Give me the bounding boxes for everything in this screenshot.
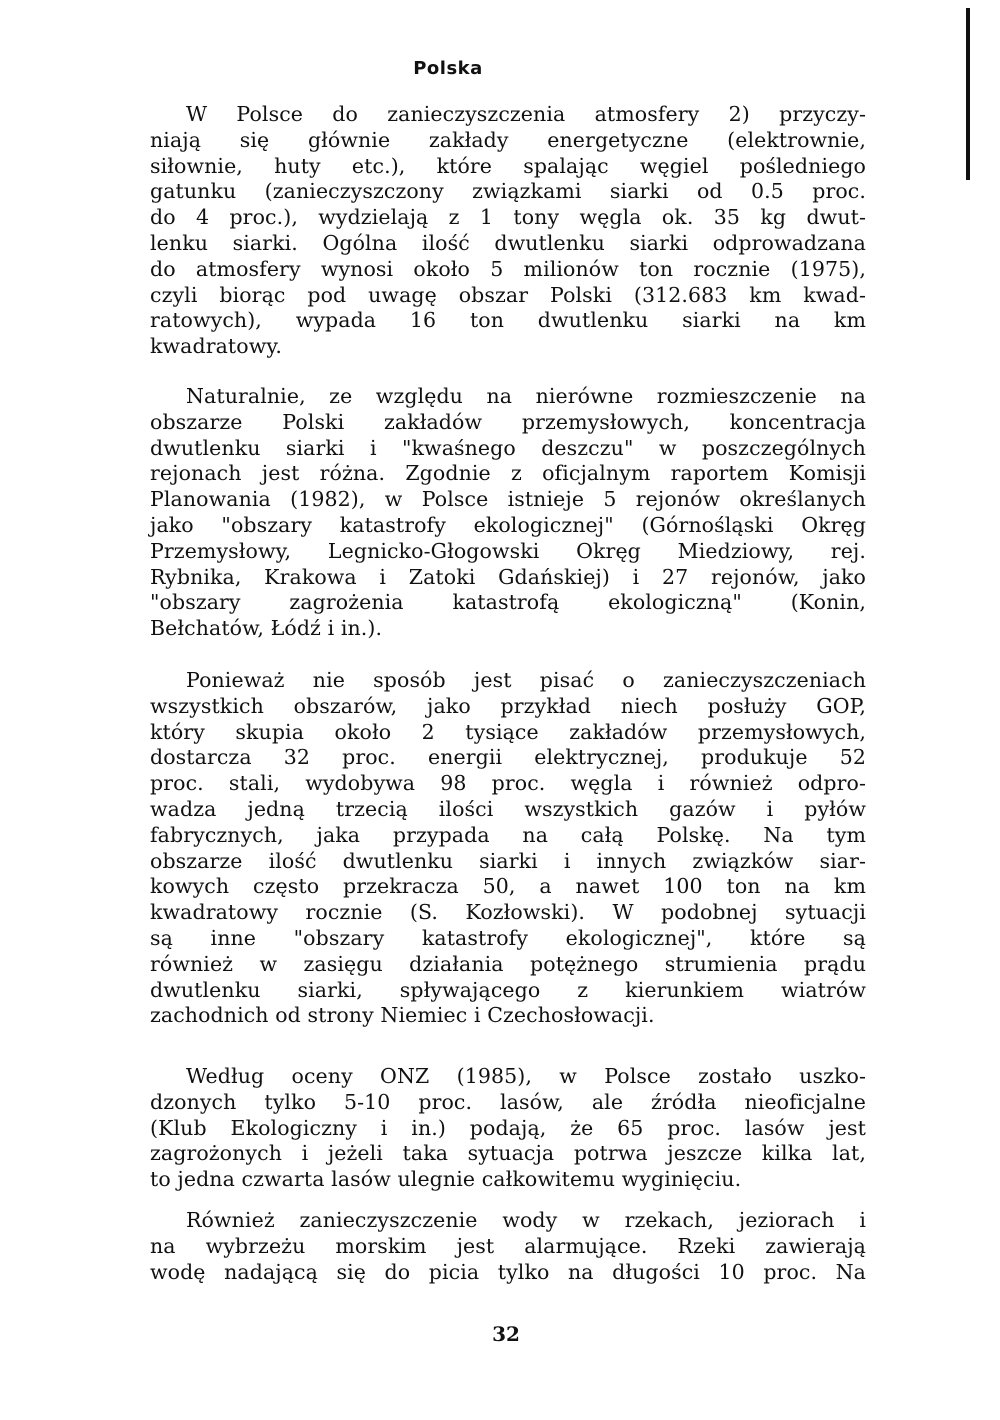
paragraph-line: kwadratowy.: [150, 334, 282, 359]
paragraph-line: Również zanieczyszczenie wody w rzekach, jeziorach i: [186, 1208, 866, 1232]
paragraph-line: siłownie, huty etc.), które spalając węgiel pośledniego: [150, 153, 866, 178]
paragraph-line: obszarze Polski zakładów przemysłowych, koncentracja: [150, 409, 866, 434]
paragraph-line: rejonach jest różna. Zgodnie z oficjalnym raportem Komisji: [150, 461, 866, 486]
paragraph-line: są inne "obszary katastrofy ekologicznej", które są: [150, 925, 866, 950]
paragraph-line: dwutlenku siarki, spływającego z kierunkiem wiatrów: [150, 977, 866, 1002]
paragraph-line: niają się głównie zakłady energetyczne (elektrownie,: [150, 127, 866, 152]
paragraph-line: dzonych tylko 5-10 proc. lasów, ale źródła nieoficjalne: [150, 1089, 866, 1114]
paragraph-line: kwadratowy rocznie (S. Kozłowski). W podobnej sytuacji: [150, 900, 866, 925]
paragraph-regional-concentration: [150, 384, 866, 642]
paragraph-line: również w zasięgu działania potężnego strumienia prądu: [150, 951, 866, 976]
paragraph-line: Rybnika, Krakowa i Zatoki Gdańskiej) i 27 rejonów, jako: [150, 564, 866, 589]
paragraph-air-pollution: [150, 102, 866, 360]
paragraph-line: wadza jedną trzecią ilości wszystkich gazów i pyłów: [150, 796, 866, 821]
paragraph-line: na wybrzeżu morskim jest alarmujące. Rzeki zawierają: [150, 1233, 866, 1258]
paragraph-line: fabrycznych, jaka przypada na całą Polskę. Na tym: [150, 822, 866, 847]
paragraph-line: Naturalnie, ze względu na nierówne rozmieszczenie na: [186, 384, 866, 408]
paragraph-line: kowych często przekracza 50, a nawet 100 ton na km: [150, 874, 866, 899]
paragraph-line: do atmosfery wynosi około 5 milionów ton rocznie (1975),: [150, 256, 866, 281]
paragraph-line: "obszary zagrożenia katastrofą ekologiczną" (Konin,: [150, 590, 866, 615]
paragraph-line: Planowania (1982), w Polsce istnieje 5 rejonów określanych: [150, 487, 866, 512]
page-number: 32: [492, 1322, 520, 1346]
paragraph-line: wodę nadającą się do picia tylko na długości 10 proc. Na: [150, 1259, 866, 1284]
paragraph-line: Przemysłowy, Legnicko-Głogowski Okręg Miedziowy, rej.: [150, 538, 866, 563]
paragraph-line: (Klub Ekologiczny i in.) podają, że 65 proc. lasów jest: [150, 1115, 866, 1140]
paragraph-forests: [150, 1064, 866, 1193]
paragraph-line: ratowych), wypada 16 ton dwutlenku siarki na km: [150, 308, 866, 333]
paragraph-line: proc. stali, wydobywa 98 proc. węgla i również odpro-: [150, 771, 866, 796]
paragraph-line: gatunku (zanieczyszczony związkami siarki od 0.5 proc.: [150, 179, 866, 204]
page-title: Polska: [413, 58, 483, 79]
paragraph-line: Według oceny ONZ (1985), w Polsce zostało uszko-: [186, 1064, 866, 1088]
paragraph-line: dostarcza 32 proc. energii elektrycznej, produkuje 52: [150, 745, 866, 770]
paragraph-line: wszystkich obszarów, jako przykład niech posłuży GOP,: [150, 693, 866, 718]
paragraph-line: jako "obszary katastrofy ekologicznej" (Górnośląski Okręg: [150, 512, 866, 537]
paragraph-line: Ponieważ nie sposób jest pisać o zanieczyszczeniach: [186, 668, 866, 692]
paragraph-line: lenku siarki. Ogólna ilość dwutlenku siarki odprowadzana: [150, 230, 866, 255]
paragraph-line: Bełchatów, Łódź i in.).: [150, 616, 383, 641]
paragraph-water: [150, 1208, 866, 1285]
paragraph-line: zagrożonych i jeżeli taka sytuacja potrwa jeszcze kilka lat,: [150, 1141, 866, 1166]
page-edge-rule: [966, 8, 970, 180]
paragraph-gop-example: [150, 668, 866, 1029]
paragraph-line: czyli biorąc pod uwagę obszar Polski (312.683 km kwad-: [150, 282, 866, 307]
paragraph-line: dwutlenku siarki i "kwaśnego deszczu" w poszczególnych: [150, 435, 866, 460]
paragraph-line: to jedna czwarta lasów ulegnie całkowitemu wyginięciu.: [150, 1167, 742, 1192]
paragraph-line: W Polsce do zanieczyszczenia atmosfery 2) przyczy-: [186, 102, 866, 126]
paragraph-line: który skupia około 2 tysiące zakładów przemysłowych,: [150, 719, 866, 744]
paragraph-line: zachodnich od strony Niemiec i Czechosłowacji.: [150, 1003, 655, 1028]
paragraph-line: do 4 proc.), wydzielają z 1 tony węgla ok. 35 kg dwut-: [150, 205, 866, 230]
paragraph-line: obszarze ilość dwutlenku siarki i innych związków siar-: [150, 848, 866, 873]
